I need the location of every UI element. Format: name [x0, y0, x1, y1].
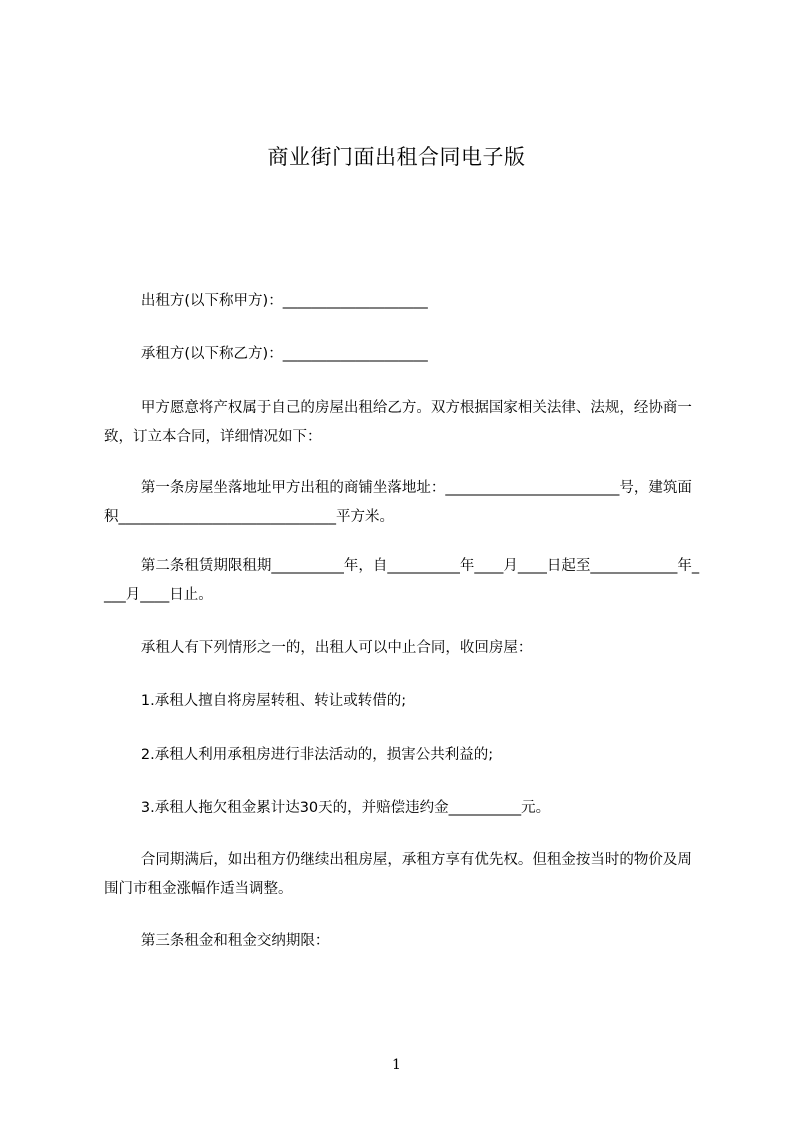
condition-3: 3.承租人拖欠租金累计达30天的，并赔偿违约金__________元。 [104, 800, 551, 816]
document-title: 商业街门面出租合同电子版 [267, 145, 526, 169]
termination-conditions-intro: 承租人有下列情形之一的，出租人可以中止合同，收回房屋： [104, 640, 533, 656]
condition-2: 2.承租人利用承租房进行非法活动的，损害公共利益的; [104, 747, 494, 763]
lessor-line: 出租方(以下称甲方)：____________________ [104, 293, 428, 309]
preamble-paragraph: 甲方愿意将产权属于自己的房屋出租给乙方。双方根据国家相关法律、法规，经协商一致，订立本合同，详细情况如下： [104, 400, 692, 445]
lessee-line: 承租方(以下称乙方)：____________________ [104, 346, 428, 362]
article-2-paragraph: 第二条租赁期限租期__________年，自__________年____月____日起至____________年____月____日止。 [104, 558, 700, 603]
condition-1: 1.承租人擅自将房屋转租、转让或转借的; [104, 693, 407, 709]
page-number: 1 [392, 1057, 401, 1073]
article-3-heading: 第三条租金和租金交纳期限： [104, 933, 330, 949]
renewal-paragraph: 合同期满后，如出租方仍继续出租房屋，承租方享有优先权。但租金按当时的物价及周围门市租金涨幅作适当调整。 [104, 852, 692, 897]
article-1-paragraph: 第一条房屋坐落地址甲方出租的商铺坐落地址：________________________号，建筑面积______________________________平方米。 [104, 480, 692, 525]
